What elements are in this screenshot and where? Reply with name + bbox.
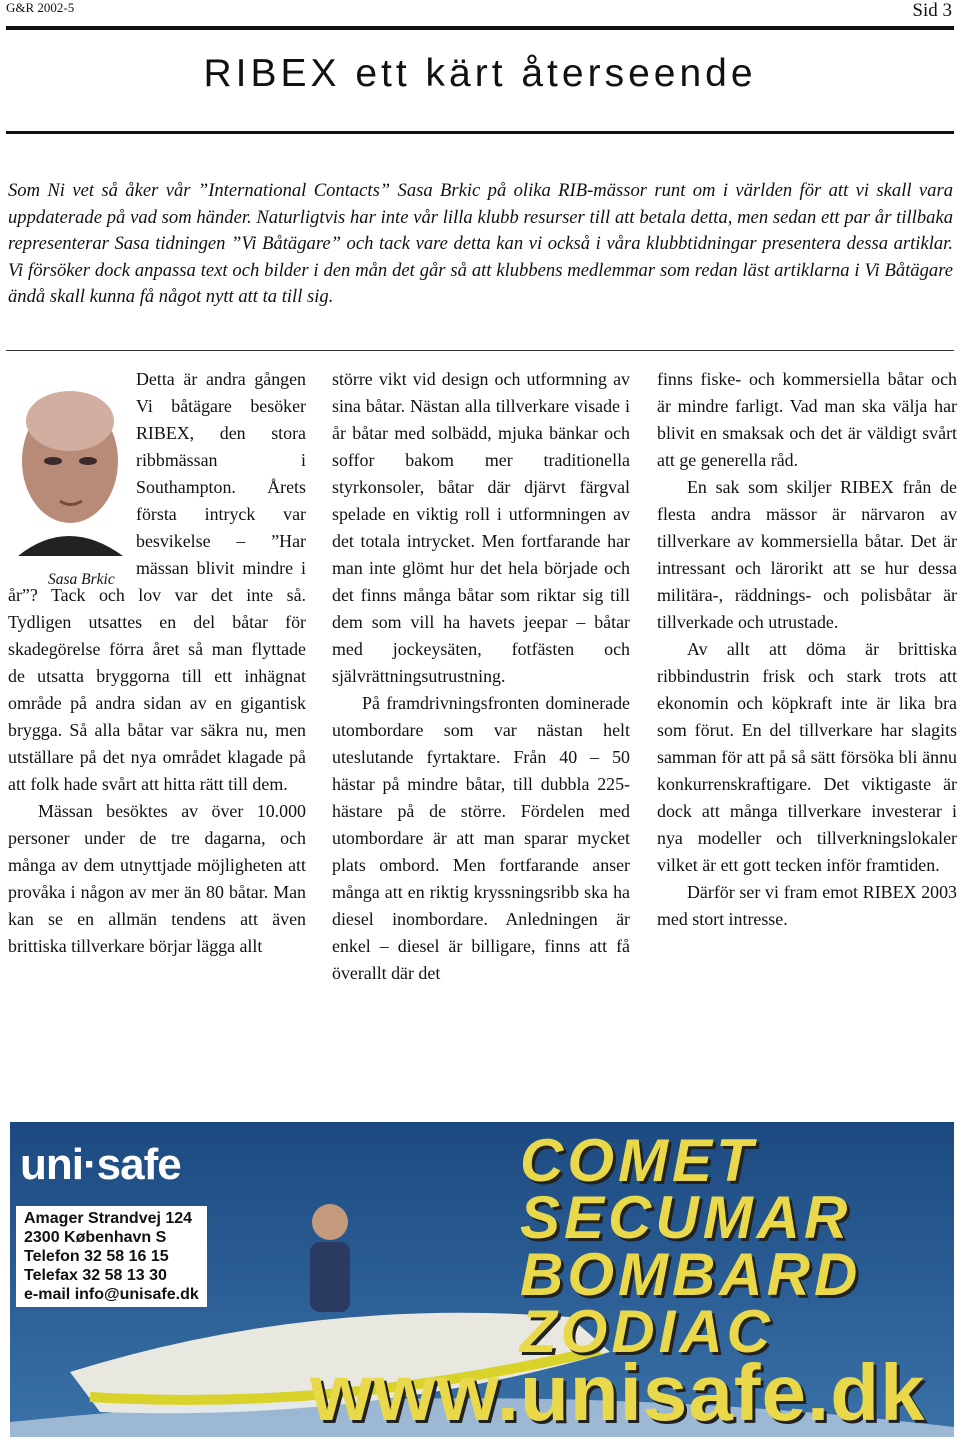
brand-name: ZODIAC <box>520 1298 774 1365</box>
website-url: www.unisafe.dk <box>310 1348 926 1437</box>
photo-caption: Sasa Brkic <box>48 571 115 588</box>
col1-paragraph-2: Mässan besöktes av över 10.000 personer under de tre dagarna, och många av dem utnyttjade möjligheten att provåka i någon av mer än 80 båtar. Man kan se en allmän tendens att även brittiska tillverkare börjar lägga allt <box>8 801 306 956</box>
col2-paragraph-2: På framdrivningsfronten dominerade utombordare som var nästan helt uteslutande fyrtaktare. Från 40 – 50 hästar på mindre båtar, till dubbla 225-hästare på de större. Fördelen med utombordare är att man sparar mycket plats ombord. Men fortfarande anser många att en riktig kryssningsribb ska ha diesel inombordare. Anledningen är enkel – diesel är billigare, finns att få överallt där det <box>332 693 630 983</box>
col3-paragraph-1: finns fiske- och kommersiella båtar och är mindre farligt. Vad man ska välja har blivit en smaksak och det är väldigt svårt att ge generella råd. <box>657 369 957 470</box>
title-rule <box>6 131 954 134</box>
author-photo <box>8 366 128 588</box>
col3-paragraph-2: En sak som skiljer RIBEX från de flesta andra mässor är närvaron av tillverkare av kommersiella båtar. Det är intressant och lärorikt att se hur dessa militära-, räddnings- och polisbåtar är tillverkade och utrustade. <box>657 477 957 632</box>
brand-name: COMET <box>520 1127 757 1194</box>
brand-list <box>520 1127 940 1365</box>
address-line: 2300 København S <box>24 1229 167 1246</box>
address-line: Amager Strandvej 124 <box>24 1210 193 1227</box>
page-number: Sid 3 <box>912 0 952 21</box>
top-rule <box>6 26 954 30</box>
issue-label: G&R 2002-5 <box>6 0 75 15</box>
address-line: Telefax 32 58 13 30 <box>24 1267 167 1284</box>
col3-paragraph-3: Av allt att döma är brittiska ribbindustrin frisk och stark trots att ekonomin och köpkraft inte är lika bra som förut. En del tillverkare har slagits samman för att på så sätt försöka bli ännu konkurrenskraftigare. Det viktigaste är dock att många tillverkare investerar i nya modeller och tillverkningslokaler vilket är ett gott tecken inför framtiden. <box>657 639 957 875</box>
col3-paragraph-4: Därför ser vi fram emot RIBEX 2003 med stort intresse. <box>657 882 957 929</box>
brand-name: SECUMAR <box>520 1184 852 1251</box>
col1-paragraph-1: Detta är andra gången Vi båtägare besöker RIBEX, den stora ribbmässan i Southampton. Årets första intryck var besvikelse – ”Har mässan blivit mindre i år”? Tack och lov var det inte så. Tydligen utsattes en del båtar för skadegörelse förra året så man flyttade de utsatta bryggorna till ett inhägnat område på andra sidan av en gigantisk brygga. Så alla båtar var säkra nu, men utställare på det nya området klagade på att folk hade svårt att hitta rätt till dem. <box>8 369 306 794</box>
column-1 <box>8 366 306 960</box>
unisafe-advertisement <box>10 1122 954 1437</box>
unisafe-logo: uni·safe <box>20 1140 181 1189</box>
address-line: Telefon 32 58 16 15 <box>24 1248 169 1265</box>
brand-name: BOMBARD <box>520 1241 862 1308</box>
column-3 <box>657 366 957 933</box>
address-box <box>16 1206 207 1307</box>
column-2 <box>332 366 630 987</box>
intro-paragraph: Som Ni vet så åker vår ”International Contacts” Sasa Brkic på olika RIB-mässor runt om i världen för att vi skall vara uppdaterade på vad som händer. Naturligtvis har inte vår lilla klubb resurser till att betala detta, men sedan ett par år tillbaka representerar Sasa tidningen ”Vi Båtägare” och tack vare detta kan vi också i våra klubbtidningar presentera dessa artiklar. Vi försöker dock anpassa text och bilder i den mån det går så att klubbens medlemmar som redan läst artiklarna i Vi Båtägare ändå skall kunna få något nytt att ta till sig. <box>8 180 953 307</box>
intro-rule <box>6 350 954 351</box>
article-title: RIBEX ett kärt återseende <box>203 52 757 95</box>
address-line: e-mail info@unisafe.dk <box>24 1286 199 1303</box>
col2-paragraph-1: större vikt vid design och utformning av sina båtar. Nästan alla tillverkare visade i år båtar med solbädd, mjuka bänkar och soffor bakom mer traditionella styrkonsoler, båtar där djärvt färgval spelade en viktig roll i utformningen av det totala intrycket. Men fortfarande har man inte glömt hur det hela började och det finns många båtar som riktar sig till dem som vill ha havets jeepar – båtar med jockeysäten, fotfästen och självrättningsutrustning. <box>332 369 630 686</box>
